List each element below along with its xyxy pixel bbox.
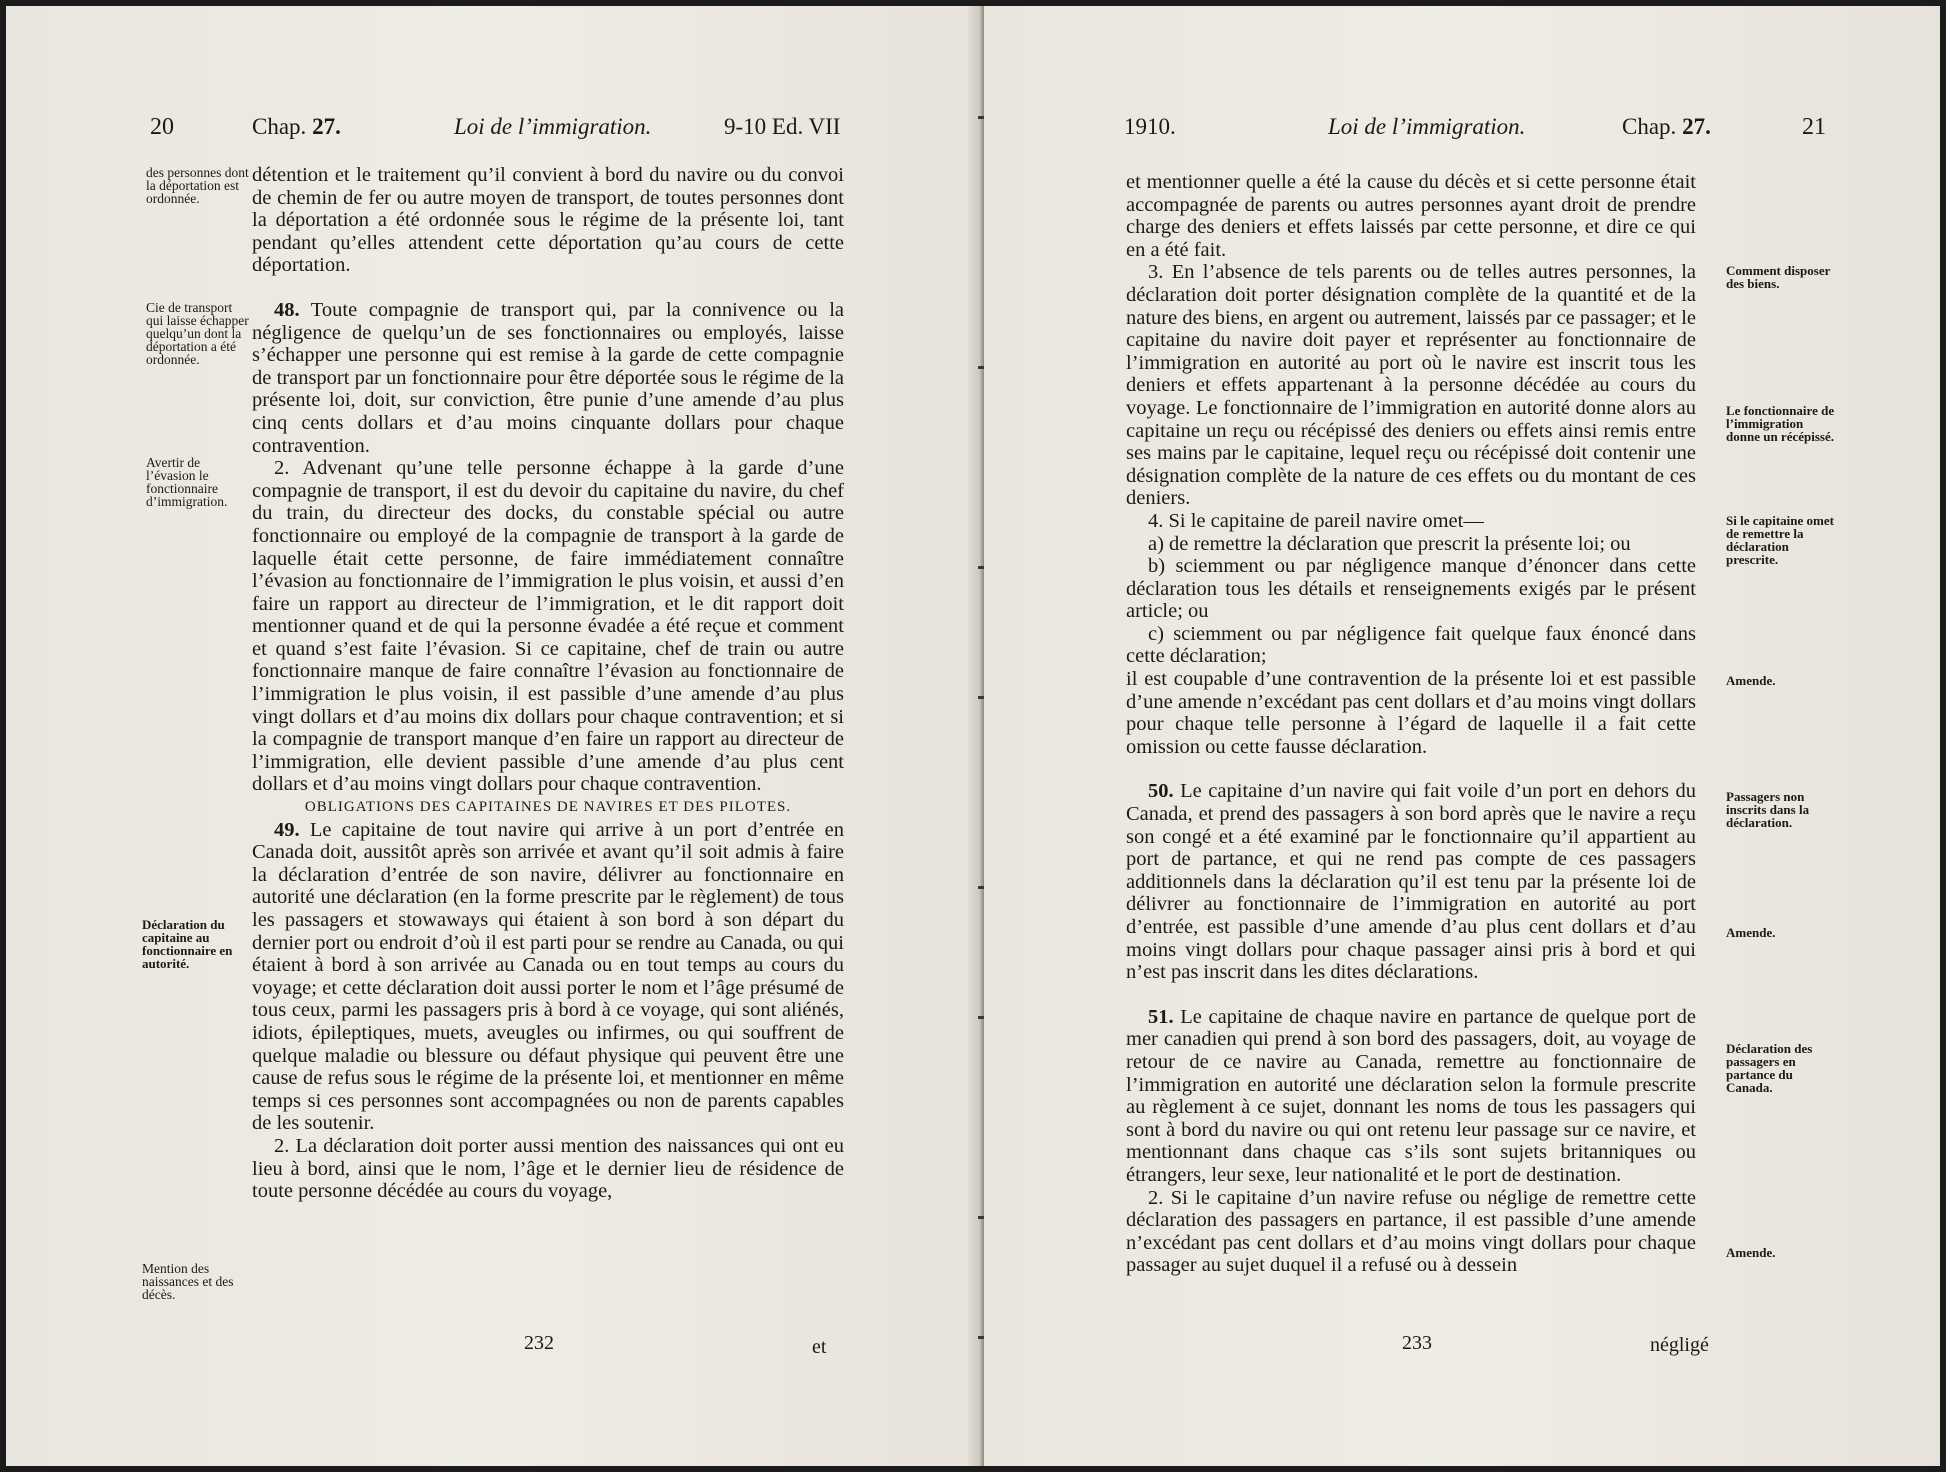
right-page-number: 21 xyxy=(1802,114,1826,140)
margin-note: Amende. xyxy=(1726,673,1776,688)
left-running-title: Loi de l’immigration. xyxy=(454,114,652,139)
paragraph: 2. Si le capitaine d’un navire refuse ou néglige de remettre cette déclaration des passagers en partance, il est passible d’une amende n’excédant pas cent dollars et d’au moins vingt dollars pour chaque passager au sujet duquel il a refusé ou à dessein xyxy=(1126,1186,1696,1277)
right-footer-page-number: 233 xyxy=(1402,1332,1432,1354)
paragraph: et mentionner quelle a été la cause du décès et si cette personne était accompagnée de parents ou autres personnes ayant droit de prendre charge des deniers et effets laissés par cette personne, et dire ce qui en a été fait. xyxy=(1126,171,1696,261)
margin-note: Déclaration du capitaine au fonctionnaire en autorité. xyxy=(142,917,233,971)
paragraph: 2. Advenant qu’une telle personne échappe à la garde d’une compagnie de transport, il est du devoir du capitaine du navire, du chef du train, du directeur des docks, du constable spécial ou autre fonctionnaire ou employé de la compagnie de transport à la garde de laquelle était cette personne, de faire immédiatement connaître l’évasion au fonctionnaire de l’immigration le plus voisin, et aussi d’en faire un rapport au directeur de l’immigration, et le dit rapport doit mentionner quand et de qui la personne évadée a été reçue et comment et quand s’est faite l’évasion. Si ce capitaine, chef de train ou autre fonctionnaire manque de faire connaître l’évasion au fonctionnaire de l’immigration le plus voisin, il est passible d’une amende d’au plus vingt dollars et d’au moins dix dollars pour chaque contravention; et si la compagnie de transport manque d’en faire un rapport au directeur de l’immigration, elle devient passible d’une amende d’au plus cent dollars et d’au moins vingt dollars pour chaque contravention. xyxy=(252,457,844,796)
margin-note: Avertir de l’évasion le fonctionnaire d’immigration. xyxy=(146,455,228,509)
margin-note: Si le capitaine omet de remettre la déclaration prescrite. xyxy=(1726,513,1834,567)
left-page-number: 20 xyxy=(150,114,174,140)
left-chapter: Chap. 27. xyxy=(252,114,341,139)
margin-note: Mention des naissances et des décès. xyxy=(142,1261,234,1302)
paragraph: 4. Si le capitaine de pareil navire omet— xyxy=(1148,509,1484,532)
margin-note: Cie de transport qui laisse échapper quelqu’un dont la déportation a été ordonnée. xyxy=(146,300,249,367)
right-catchword: négligé xyxy=(1650,1334,1709,1356)
margin-note: Le fonctionnaire de l’immigration donne un récépissé. xyxy=(1726,403,1835,444)
paragraph: b) sciemment ou par négligence manque d’énoncer dans cette déclaration tous les détails et renseignements exigés par le présent article; ou xyxy=(1126,555,1696,623)
margin-note: Amende. xyxy=(1726,925,1776,940)
margin-note: des personnes dont la déportation est ordonnée. xyxy=(146,165,249,206)
right-chapter: Chap. 27. xyxy=(1622,114,1711,139)
paragraph: détention et le traitement qu’il convient à bord du navire ou du convoi de chemin de fer ou autre moyen de transport, de toutes personnes dont la déportation a été ordonnée sous le régime de la présente loi, tant pendant qu’elles attendent cette déportation qu’au cours de cette déportation. xyxy=(252,164,844,277)
paragraph: c) sciemment ou par négligence fait quelque faux énoncé dans cette déclaration; xyxy=(1126,622,1696,668)
margin-note: Comment disposer des biens. xyxy=(1726,263,1831,291)
left-body-text xyxy=(252,164,844,1203)
paragraph: a) de remettre la déclaration que prescrit la présente loi; ou xyxy=(1148,532,1631,555)
section-49: 49. Le capitaine de tout navire qui arrive à un port d’entrée en Canada doit, aussitôt après son arrivée et avant qu’il soit admis à faire la déclaration d’entrée de son navire, délivrer au fonctionnaire en autorité une déclaration (en la forme prescrite par le règlement) de tous les passagers et stowaways qui étaient à son bord à son départ du dernier port ou endroit d’où il est parti pour se rendre au Canada, ou qui étaient à bord à son arrivée au Canada ou en tout temps au cours du voyage; et cette déclaration doit aussi porter le nom et l’âge présumé de tous ceux, parmi les passagers pris à bord à ce voyage, qui sont aliénés, idiots, épileptiques, muets, aveugles ou infirmes, ou qui souffrent de quelque maladie ou blessure ou défaut physique qui peuvent être une cause de refus sous le régime de la présente loi, et mentionner en même temps si ces personnes sont accompagnées ou non de parents capables de les soutenir. xyxy=(252,818,844,1135)
right-page xyxy=(984,6,1940,1466)
section-48: 48. Toute compagnie de transport qui, par la connivence ou la négligence de quelqu’un de ses fonctionnaires ou employés, laisse s’échapper une personne qui est remise à la garde de cette compagnie de transport par un fonctionnaire pour être déportée sous le régime de la présente loi, doit, sur conviction, être punie d’une amende d’au plus cinq cents dollars et d’au moins cinquante dollars pour chaque contravention. xyxy=(252,298,844,457)
section-heading: OBLIGATIONS DES CAPITAINES DE NAVIRES ET DES PILOTES. xyxy=(304,799,792,816)
paragraph: il est coupable d’une contravention de la présente loi et est passible d’une amende n’excédant pas cent dollars et d’au moins vingt dollars pour chaque telle personne à l’égard de laquelle il a fait cette omission ou cette fausse déclaration. xyxy=(1126,668,1696,758)
right-running-title: Loi de l’immigration. xyxy=(1328,114,1526,139)
margin-note: Déclaration des passagers en partance du Canada. xyxy=(1726,1041,1813,1095)
paragraph: 3. En l’absence de tels parents ou de telles autres personnes, la déclaration doit porter désignation complète de la quantité et de la nature des biens, en argent ou autrement, laissés par ce passager; et le capitaine du navire doit payer et représenter au fonctionnaire de l’immigration en autorité au port où le navire est inscrit tous les deniers et effets appartenant à la personne décédée au cours du voyage. Le fonctionnaire de l’immigration en autorité donne alors au capitaine un reçu ou récépissé des deniers ou effets ainsi remis entre ses mains par le capitaine, lequel reçu ou récépissé doit contenir une désignation complète de la nature de ces effets ou du montant de ces deniers. xyxy=(1126,261,1696,510)
margin-note: Amende. xyxy=(1726,1245,1776,1260)
right-year: 1910. xyxy=(1124,114,1176,139)
left-footer-page-number: 232 xyxy=(524,1332,554,1354)
left-catchword: et xyxy=(812,1336,827,1358)
right-body-text xyxy=(1126,171,1696,1277)
left-edition: 9-10 Ed. VII xyxy=(724,114,841,139)
left-page xyxy=(6,6,984,1466)
section-51: 51. Le capitaine de chaque navire en partance de quelque port de mer canadien qui prend à son bord des passagers, doit, au voyage de retour de ce navire au Canada, remettre au fonctionnaire de l’immigration en autorité une déclaration selon la formule prescrite au règlement à ce sujet, donnant les noms de tous les passagers qui sont à bord du navire ou qui ont retenu leur passage sur ce navire, et mentionnant dans chaque cas s’ils sont sujets britanniques ou étrangers, leur sexe, leur nationalité et le port de destination. xyxy=(1126,1005,1696,1186)
margin-note: Passagers non inscrits dans la déclaration. xyxy=(1726,789,1810,830)
book-spread xyxy=(6,6,1940,1466)
paragraph: 2. La déclaration doit porter aussi mention des naissances qui ont eu lieu à bord, ainsi que le nom, l’âge et le dernier lieu de résidence de toute personne décédée au cours du voyage, xyxy=(252,1134,844,1203)
section-50: 50. Le capitaine d’un navire qui fait voile d’un port en dehors du Canada, et prend des passagers à son bord après que le navire a reçu son congé et a été examiné par le fonctionnaire qu’il appartient au port de partance, et qui ne rend pas compte de ces passagers additionnels dans la déclaration qu’il est tenu par la présente loi de délivrer au fonctionnaire de l’immigration en autorité au port d’entrée, est passible d’une amende d’au plus cent dollars et d’au moins vingt dollars pour chaque passager ainsi pris à bord et qui n’est pas inscrit dans les dites déclarations. xyxy=(1126,780,1696,984)
